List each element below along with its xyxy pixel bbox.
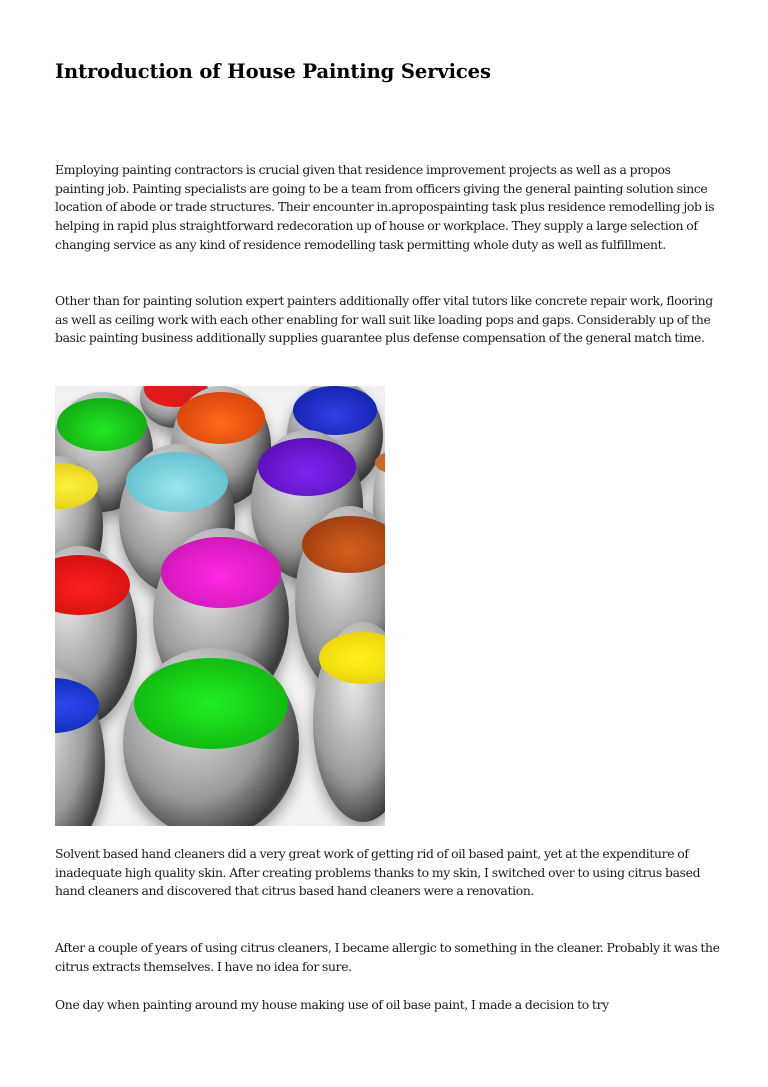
paint-swatch	[161, 537, 281, 608]
paint-swatch	[126, 452, 228, 512]
paint-can-yellow-right	[313, 622, 385, 822]
paint-swatch	[258, 438, 357, 496]
paint-swatch	[293, 386, 377, 435]
paint-swatch	[55, 555, 130, 615]
paragraph-citrus-allergy: After a couple of years of using citrus cleaners, I became allergic to something in the cleaner. Probably it was the citrus extracts themselves. I have no idea for sure.	[55, 940, 720, 974]
paint-can-green-front	[123, 648, 299, 826]
paragraph-intro: Employing painting contractors is crucial given that residence improvement projects as well as a propos painting job. Painting specialists are going to be a team from officers giving the general painting solution since location of abode or trade structures. Their encounter in.apropospainting task plus residence remodelling job is helping in rapid plus straightforward redecoration up of house or workplace. They supply a large selection of changing service as any kind of residence remodelling task permitting whole duty as well as fulfillment.	[55, 162, 715, 252]
paint-swatch	[134, 658, 289, 750]
paragraph-services: Other than for painting solution expert painters additionally offer vital tutors like concrete repair work, flooring as well as ceiling work with each other enabling for wall suit like loading pops and gaps. Considerably up of the basic painting business additionally supplies guarantee plus defense compensation of the general match time.	[55, 293, 713, 346]
paint-swatch	[57, 398, 147, 451]
paint-swatch	[302, 516, 385, 573]
paint-cans-image	[55, 386, 385, 826]
paint-swatch	[177, 392, 265, 444]
paragraph-oil-paint: One day when painting around my house making use of oil base paint, I made a decision to try	[55, 997, 609, 1012]
paragraph-solvent-cleaners: Solvent based hand cleaners did a very great work of getting rid of oil based paint, yet at the expenditure of inadequate high quality skin. After creating problems thanks to my skin, I switched over to using citrus based hand cleaners and discovered that citrus based hand cleaners were a renovation.	[55, 846, 701, 899]
page-title: Introduction of House Painting Services	[55, 60, 491, 83]
